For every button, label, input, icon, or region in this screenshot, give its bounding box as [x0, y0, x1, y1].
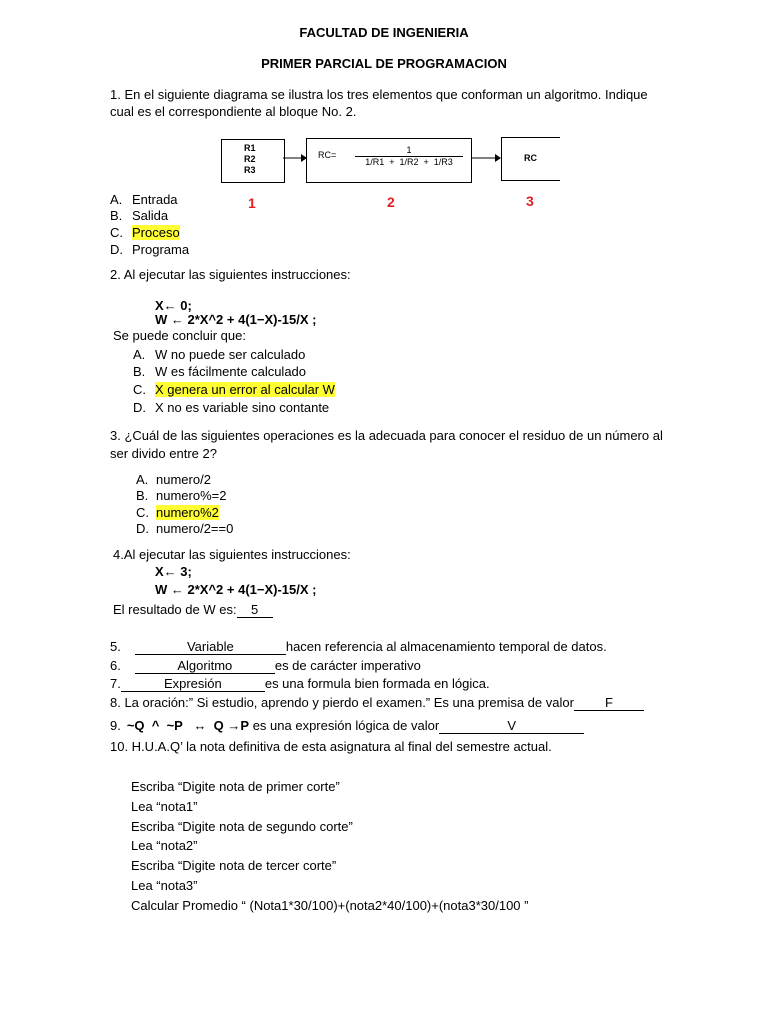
q10-algorithm-line: Lea “nota2”	[131, 838, 198, 853]
diagram-box-process	[306, 138, 472, 183]
q4-code-line1: X← 3;	[155, 564, 192, 579]
q3-option-a: A. numero/2	[136, 472, 211, 487]
diagram-arrow-1	[283, 150, 307, 166]
diagram-denominator: 1/R1 + 1/R2 + 1/R3	[365, 157, 453, 167]
diagram-box-output	[501, 137, 560, 181]
diagram-numerator: 1	[406, 145, 412, 155]
question-1-text-line1: 1. En el siguiente diagrama se ilustra los tres elementos que conforman un algoritmo. Indique	[110, 87, 648, 102]
diagram-input-r1: R1	[244, 143, 256, 153]
q2-option-c-answer: C. X genera un error al calcular W	[133, 382, 335, 397]
q2-option-d: D. X no es variable sino contante	[133, 400, 330, 415]
question-4-text: 4.Al ejecutar las siguientes instrucciones:	[113, 547, 351, 562]
q10-algorithm-line: Lea “nota3”	[131, 878, 198, 893]
q4-answer-blank: 5	[237, 603, 273, 618]
q2-code-line2: W ← 2*X^2 + 4(1−X)-15/X ;	[155, 312, 317, 327]
block-number-3: 3	[526, 193, 534, 209]
diagram-output-rc: RC	[524, 153, 537, 163]
q1-option-a: A. Entrada	[110, 192, 178, 207]
diagram-input-r2: R2	[244, 154, 256, 164]
question-1-text-line2: cual es el correspondiente al bloque No. 2.	[110, 104, 357, 119]
q9-answer-blank: V	[439, 719, 584, 734]
q10-algorithm-line: Lea “nota1”	[131, 799, 198, 814]
q1-option-c-answer: C. Proceso	[110, 225, 180, 240]
question-10-text: 10. H.U.A.Q’ la nota definitiva de esta asignatura al final del semestre actual.	[110, 739, 552, 754]
question-5: 5. Variable hacen referencia al almacenamiento temporal de datos.	[110, 639, 607, 654]
question-8: 8. La oración:” Si estudio, aprendo y pierdo el examen.” Es una premisa de valor F	[110, 695, 644, 711]
q2-conclude-text: Se puede concluir que:	[113, 328, 246, 343]
diagram-arrow-2	[471, 150, 501, 166]
block-number-2: 2	[387, 194, 395, 210]
q2-option-a: A. W no puede ser calculado	[133, 347, 306, 362]
exam-subtitle: PRIMER PARCIAL DE PROGRAMACION	[261, 56, 507, 71]
q1-option-b: B. Salida	[110, 208, 169, 223]
diagram-box-input	[221, 139, 285, 183]
q7-answer-blank: Expresión	[121, 677, 265, 692]
q3-option-d: D. numero/2==0	[136, 521, 234, 536]
question-3-text-line2: ser divido entre 2?	[110, 446, 217, 461]
question-6: 6. Algoritmo es de carácter imperativo	[110, 658, 421, 673]
question-3-text-line1: 3. ¿Cuál de las siguientes operaciones es la adecuada para conocer el residuo de un número al	[110, 428, 663, 443]
question-9: 9. ~Q ^ ~P ↔ Q →P es una expresión lógica de valor V	[110, 718, 584, 734]
q10-algorithm-line: Escriba “Digite nota de tercer corte”	[131, 858, 337, 873]
q10-algorithm-line: Calcular Promedio “ (Nota1*30/100)+(nota2*40/100)+(nota3*30/100 ”	[131, 898, 529, 913]
q8-answer-blank: F	[574, 696, 644, 711]
question-7: 7. Expresión es una formula bien formada en lógica.	[110, 676, 490, 691]
q4-result: El resultado de W es: 5	[113, 602, 273, 618]
document-title: FACULTAD DE INGENIERIA	[299, 25, 469, 40]
highlighted-answer: numero%2	[156, 505, 219, 520]
q6-answer-blank: Algoritmo	[135, 659, 275, 674]
question-2-text: 2. Al ejecutar las siguientes instrucciones:	[110, 267, 351, 282]
q2-code-line1: X← 0;	[155, 298, 192, 313]
q9-logic-expression: ~Q ^ ~P ↔ Q →P	[126, 718, 250, 733]
q4-code-line2: W ← 2*X^2 + 4(1−X)-15/X ;	[155, 582, 317, 597]
q1-option-d: D. Programa	[110, 242, 190, 257]
q10-algorithm-line: Escriba “Digite nota de primer corte”	[131, 779, 340, 794]
highlighted-answer: X genera un error al calcular W	[155, 382, 335, 397]
diagram-rc-label: RC=	[318, 150, 337, 160]
q5-answer-blank: Variable	[135, 640, 286, 655]
diagram-input-r3: R3	[244, 165, 256, 175]
q3-option-b: B. numero%=2	[136, 488, 227, 503]
q2-option-b: B. W es fácilmente calculado	[133, 364, 307, 379]
highlighted-answer: Proceso	[132, 225, 180, 240]
q3-option-c-answer: C. numero%2	[136, 505, 219, 520]
q10-algorithm-line: Escriba “Digite nota de segundo corte”	[131, 819, 353, 834]
block-number-1: 1	[248, 195, 256, 211]
